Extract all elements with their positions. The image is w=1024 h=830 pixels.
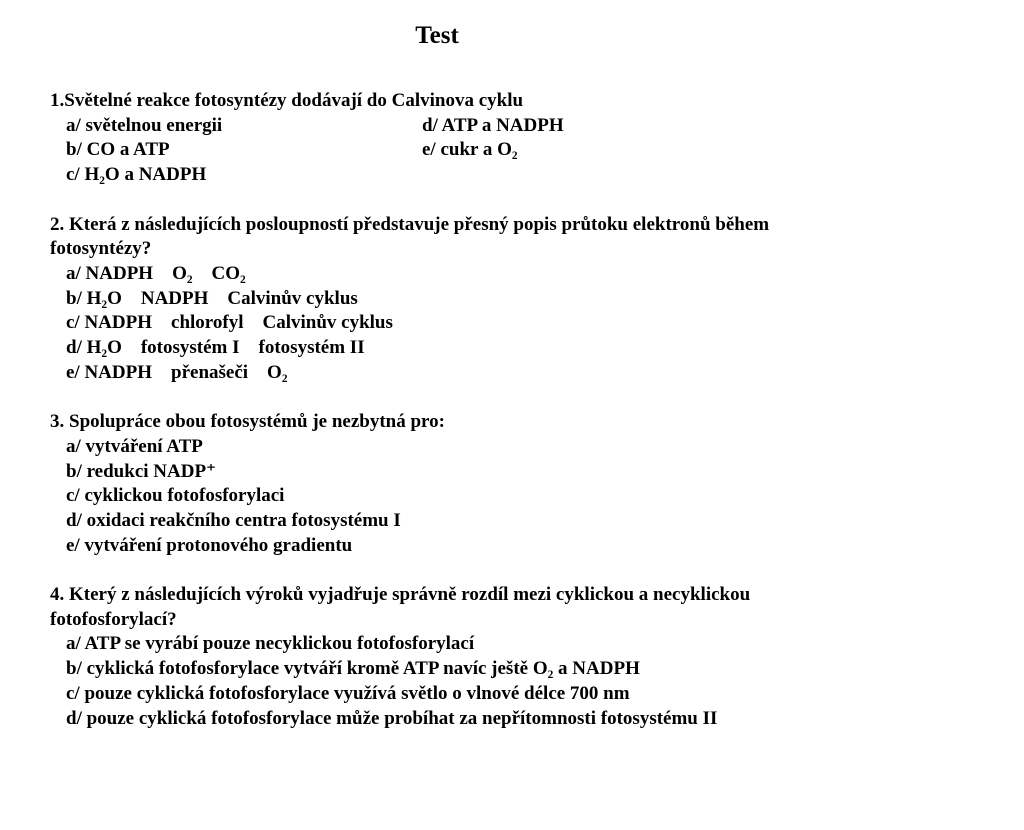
question-3: [50, 410, 824, 558]
question-2-text-line-2: fotosyntézy?: [50, 238, 152, 260]
question-3-option-e: e/ vytváření protonového gradientu: [66, 534, 353, 556]
question-4-option-a: a/ ATP se vyrábí pouze necyklickou fotofosforylací: [66, 633, 475, 655]
question-3-option-b: b/ redukci NADP⁺: [66, 460, 217, 482]
page-title: Test: [415, 22, 459, 49]
question-4-text-line-1: 4. Který z následujících výroků vyjadřuje správně rozdíl mezi cyklickou a necyklickou: [50, 584, 751, 606]
question-1-row-1: [50, 114, 824, 139]
question-2-option-e: e/ NADPH přenašeči O₂: [66, 361, 288, 383]
question-1-row-2: [50, 138, 824, 163]
question-4: [50, 583, 824, 731]
question-2-option-a: a/ NADPH O₂ CO₂: [66, 262, 246, 284]
question-2-option-d: d/ H₂O fotosystém I fotosystém II: [66, 337, 365, 359]
question-2-text-line-1: 2. Která z následujících posloupností představuje přesný popis průtoku elektronů během: [50, 213, 770, 235]
question-3-text: 3. Spolupráce obou fotosystémů je nezbytná pro:: [50, 411, 445, 433]
question-4-option-b: b/ cyklická fotofosforylace vytváří kromě ATP navíc ještě O₂ a NADPH: [66, 658, 640, 680]
question-3-option-d: d/ oxidaci reakčního centra fotosystému I: [66, 509, 401, 531]
question-1-option-b: b/ CO a ATP: [66, 139, 170, 161]
question-3-option-c: c/ cyklickou fotofosforylaci: [66, 485, 285, 507]
question-1-option-c: c/ H₂O a NADPH: [66, 164, 207, 186]
question-2-option-c: c/ NADPH chlorofyl Calvinův cyklus: [66, 312, 393, 334]
test-document-page: [50, 0, 824, 731]
question-1-option-e: e/ cukr a O₂: [422, 139, 518, 161]
question-1-text: 1.Světelné reakce fotosyntézy dodávají do Calvinova cyklu: [50, 90, 524, 111]
question-4-option-c: c/ pouze cyklická fotofosforylace využívá světlo o vlnové délce 700 nm: [66, 682, 630, 704]
question-3-option-a: a/ vytváření ATP: [66, 435, 203, 457]
question-1-option-a: a/ světelnou energii: [66, 114, 223, 136]
question-2: [50, 213, 824, 386]
question-4-option-d: d/ pouze cyklická fotofosforylace může probíhat za nepřítomnosti fotosystému II: [66, 707, 718, 729]
question-2-option-b: b/ H₂O NADPH Calvinův cyklus: [66, 287, 358, 309]
question-1: [50, 89, 824, 188]
question-1-option-d: d/ ATP a NADPH: [422, 114, 564, 136]
question-4-text-line-2: fotofosforylací?: [50, 608, 177, 630]
